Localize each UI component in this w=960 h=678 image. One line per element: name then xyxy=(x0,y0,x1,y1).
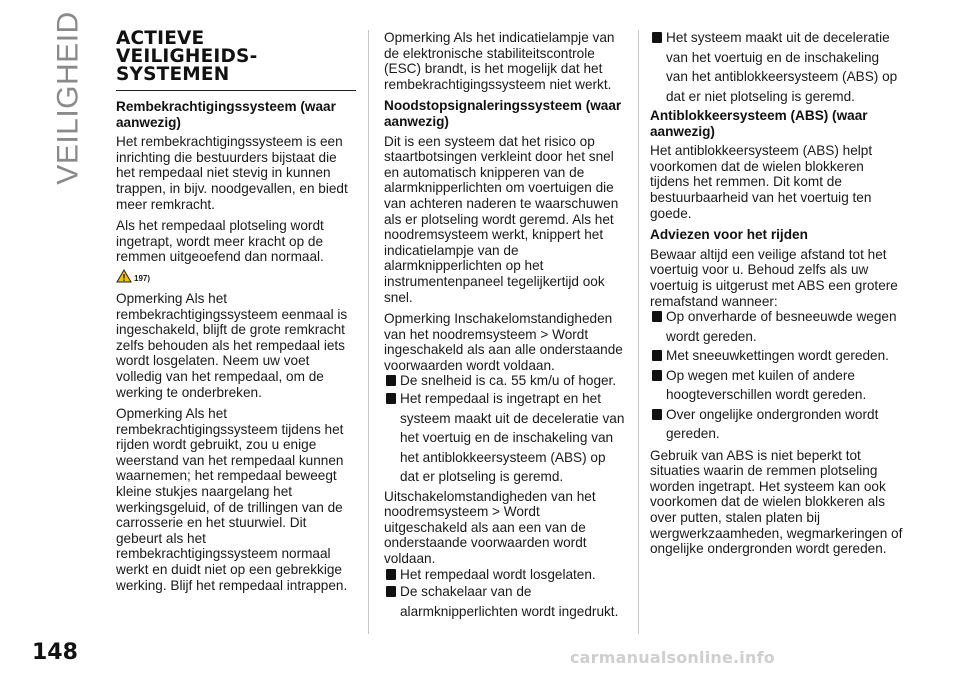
bullet-item: Op wegen met kuilen of andere hoogteverschillen wordt gereden. xyxy=(650,368,904,405)
heading-emergency-stop-signal: Noodstopsignaleringssysteem (waar aanwezig) xyxy=(384,98,622,129)
heading-abs: Antiblokkeersysteem (ABS) (waar aanwezig) xyxy=(650,108,868,139)
column-2 xyxy=(384,30,626,623)
paragraph: Het antiblokkeersysteem (ABS) helpt voorkomen dat de wielen blokkeren tijdens het remmen. Dit komt de bestuurbaarheid van het voertuig ten goede. xyxy=(650,143,873,221)
bullet-item: De schakelaar van de alarmknipperlichten wordt ingedrukt. xyxy=(384,584,626,621)
bullet-item: De snelheid is ca. 55 km/u of hoger. xyxy=(384,373,626,389)
section-sidebar xyxy=(48,11,90,185)
section-title-line: SYSTEMEN xyxy=(116,64,230,85)
bullet-item: Het systeem maakt uit de deceleratie van het voertuig en de inschakeling van het antiblokkeersysteem (ABS) op dat er niet plotseling is geremd. xyxy=(650,30,904,106)
bullet-icon xyxy=(652,350,662,361)
paragraph: Gebruik van ABS is niet beperkt tot situaties waarin de remmen plotseling worden ingetrapt. Het systeem kan ook voorkomen dat de wielen blokkeren als over putten, stalen platen bij wergwerkzaamheden, wegmarkeringen of ongelijke ondergronden wordt gereden. xyxy=(650,447,903,557)
warning-triangle-icon xyxy=(116,269,132,283)
bullet-item: Over ongelijke ondergronden wordt gereden. xyxy=(650,407,904,444)
paragraph: Opmerking Als het rembekrachtigingssysteem eenmaal is ingeschakeld, blijft de grote remkracht zelfs behouden als het rempedaal iets wordt losgelaten. Neem uw voet volledig van het rempedaal, om de werking te onderbreken. xyxy=(116,290,348,400)
heading-driving-advice: Adviezen voor het rijden xyxy=(650,227,808,243)
section-title-line: VEILIGHEIDS- xyxy=(116,46,258,67)
warning-reference[interactable] xyxy=(116,267,356,285)
bullet-item: Met sneeuwkettingen wordt gereden. xyxy=(650,348,904,366)
paragraph: Opmerking Als het rembekrachtigingssysteem tijdens het rijden wordt gebruikt, zou u enige weerstand van het rempedaal kunnen waarnemen; het rempedaal beweegt kleine stukjes naargelang het werkingsgeluid, of de trillingen van de carrosserie en het stuurwiel. Dit gebeurt als het rembekrachtigingssysteem normaal werkt en duidt niet op een gebrekkige werking. Blijf het rempedaal intrappen. xyxy=(116,406,348,593)
paragraph: Opmerking Inschakelomstandigheden van het noodremsysteem > Wordt ingeschakeld als aan alle onderstaande voorwaarden wordt voldaan. xyxy=(384,311,623,373)
bullet-item: Het rempedaal wordt losgelaten. xyxy=(384,567,626,583)
bullet-icon xyxy=(652,311,662,322)
page-number: 148 xyxy=(32,640,78,665)
column-1 xyxy=(116,30,356,599)
bullet-icon xyxy=(386,586,396,597)
heading-brake-assist: Rembekrachtigingssysteem (waar aanwezig) xyxy=(116,99,336,130)
bullet-icon xyxy=(386,375,396,386)
bullet-item: Op onverharde of besneeuwde wegen wordt gereden. xyxy=(650,309,904,346)
column-divider xyxy=(638,30,639,634)
section-title xyxy=(116,30,356,91)
paragraph: Dit is een systeem dat het risico op staartbotsingen verkleint door het snel en automatisch knipperen van de alarmknipperlichten om voertuigen die van achteren naderen te waarschuwen als er plotseling wordt geremd. Als het noodremsysteem werkt, knippert het indicatielampje van de alarmknipperlichten op het instrumentenpaneel tegelijkertijd ook snel. xyxy=(384,133,619,305)
bullet-icon xyxy=(652,370,662,381)
paragraph: Het rembekrachtigingssysteem is een inrichting die bestuurders bijstaat die het rempedaal niet stevig in kunnen trappen, in bijv. noodgevallen, en biedt meer remkracht. xyxy=(116,134,348,212)
paragraph: Bewaar altijd een veilige afstand tot het voertuig voor u. Behoud zelfs als uw voertuig is uitgerust met ABS een grotere remafstand wanneer: xyxy=(650,246,898,309)
column-divider xyxy=(368,30,369,634)
paragraph: Opmerking Als het indicatielampje van de elektronische stabiliteitscontrole (ESC) brandt, is het mogelijk dat het rembekrachtigingssysteem niet werkt. xyxy=(384,30,615,92)
bullet-icon xyxy=(652,409,662,420)
bullet-item: Het rempedaal is ingetrapt en het systeem maakt uit de deceleratie van het voertuig en de inschakeling van het antiblokkeersysteem (ABS) op dat er plotseling is geremd. xyxy=(384,391,626,487)
section-title-line: ACTIEVE xyxy=(116,28,205,49)
bullet-icon xyxy=(386,569,396,580)
warning-ref-number: 197) xyxy=(134,274,151,284)
paragraph: Uitschakelomstandigheden van het noodremsysteem > Wordt uitgeschakeld als aan een van de onderstaande voorwaarden wordt voldaan. xyxy=(384,488,596,566)
paragraph: Als het rempedaal plotseling wordt ingetrapt, wordt meer kracht op de remmen uitgeoefend dan normaal. xyxy=(116,218,324,265)
bullet-icon xyxy=(386,393,396,404)
bullet-icon xyxy=(652,32,662,43)
sidebar-label: VEILIGHEID xyxy=(52,11,86,185)
column-3 xyxy=(650,30,904,563)
watermark: carmanualsonline.info xyxy=(570,648,775,667)
